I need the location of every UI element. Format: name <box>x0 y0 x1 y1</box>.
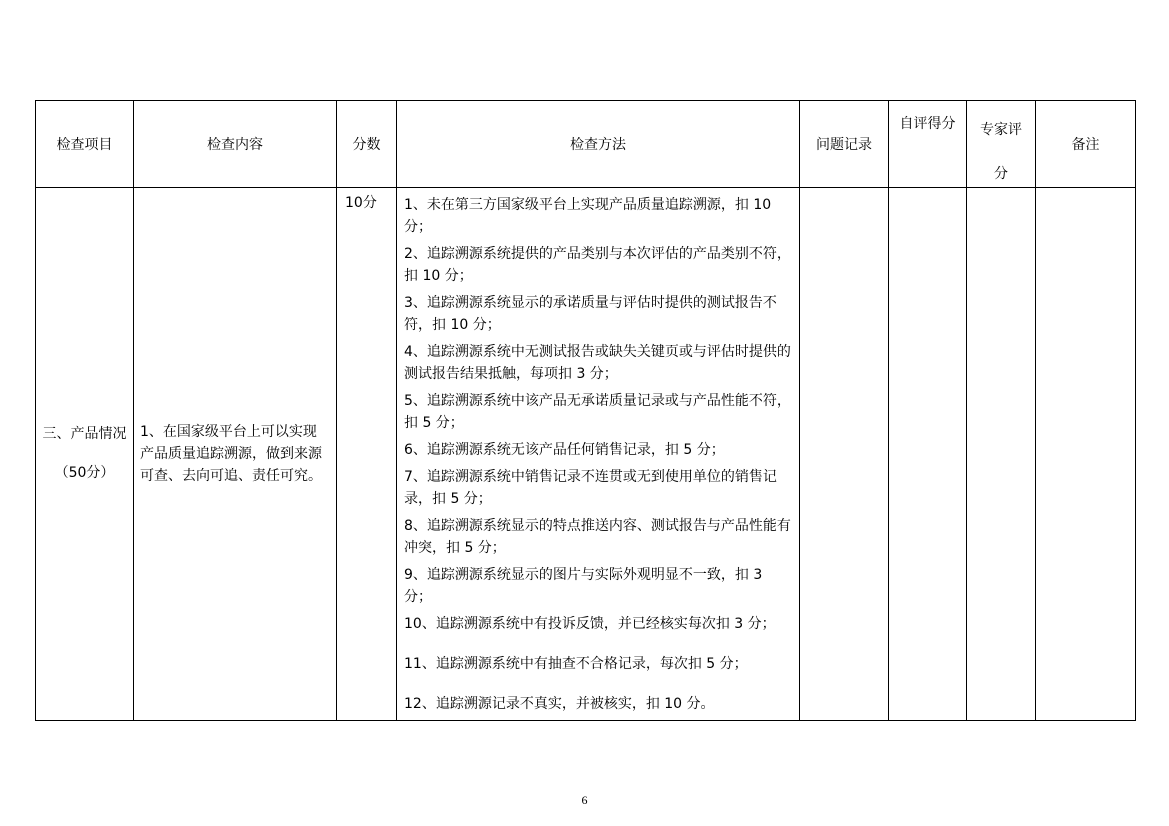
category-points: （50分） <box>54 465 115 481</box>
method-item-1: 1、未在第三方国家级平台上实现产品质量追踪溯源，扣 10 分； <box>404 197 772 235</box>
header-expert-score <box>967 101 1036 188</box>
header-expert-score-line2: 分 <box>994 165 1008 182</box>
header-remarks: 备注 <box>1036 101 1136 188</box>
method-item-3: 3、追踪溯源系统显示的承诺质量与评估时提供的测试报告不符，扣 10 分； <box>404 295 777 333</box>
method-item-5: 5、追踪溯源系统中该产品无承诺质量记录或与产品性能不符，扣 5 分； <box>404 393 791 431</box>
remarks-cell <box>1036 188 1136 721</box>
method-item-8: 8、追踪溯源系统显示的特点推送内容、测试报告与产品性能有冲突，扣 5 分； <box>404 518 791 556</box>
header-item: 检查项目 <box>36 101 134 188</box>
expert-score-cell <box>967 188 1036 721</box>
method-item-6: 6、追踪溯源系统无该产品任何销售记录，扣 5 分； <box>404 442 725 458</box>
method-item-10: 10、追踪溯源系统中有投诉反馈，并已经核实每次扣 3 分； <box>404 616 776 632</box>
method-cell <box>397 188 800 721</box>
header-self-score: 自评得分 <box>889 101 967 188</box>
score-cell: 10分 <box>337 188 397 721</box>
inspection-table <box>35 100 1136 721</box>
self-score-cell <box>889 188 967 721</box>
category-label: 三、产品情况 <box>42 426 127 442</box>
method-item-2: 2、追踪溯源系统提供的产品类别与本次评估的产品类别不符，扣 10 分； <box>404 246 791 284</box>
method-item-11: 11、追踪溯源系统中有抽查不合格记录，每次扣 5 分； <box>404 656 748 672</box>
method-item-7: 7、追踪溯源系统中销售记录不连贯或无到使用单位的销售记录，扣 5 分； <box>404 469 777 507</box>
header-expert-score-line1: 专家评 <box>980 121 1022 138</box>
content-cell: 1、在国家级平台上可以实现产品质量追踪溯源，做到来源可查、去向可追、责任可究。 <box>134 188 337 721</box>
method-item-9: 9、追踪溯源系统显示的图片与实际外观明显不一致，扣 3 分； <box>404 567 763 605</box>
method-item-4: 4、追踪溯源系统中无测试报告或缺失关键页或与评估时提供的测试报告结果抵触，每项扣 3 分； <box>404 344 791 382</box>
table-header-row <box>36 101 1136 188</box>
method-item-12: 12、追踪溯源记录不真实，并被核实，扣 10 分。 <box>404 696 715 712</box>
header-content: 检查内容 <box>134 101 337 188</box>
header-method: 检查方法 <box>397 101 800 188</box>
category-cell <box>36 188 134 721</box>
page-number: 6 <box>581 793 588 807</box>
header-score: 分数 <box>337 101 397 188</box>
header-issues: 问题记录 <box>800 101 889 188</box>
issues-cell <box>800 188 889 721</box>
table-row <box>36 188 1136 721</box>
